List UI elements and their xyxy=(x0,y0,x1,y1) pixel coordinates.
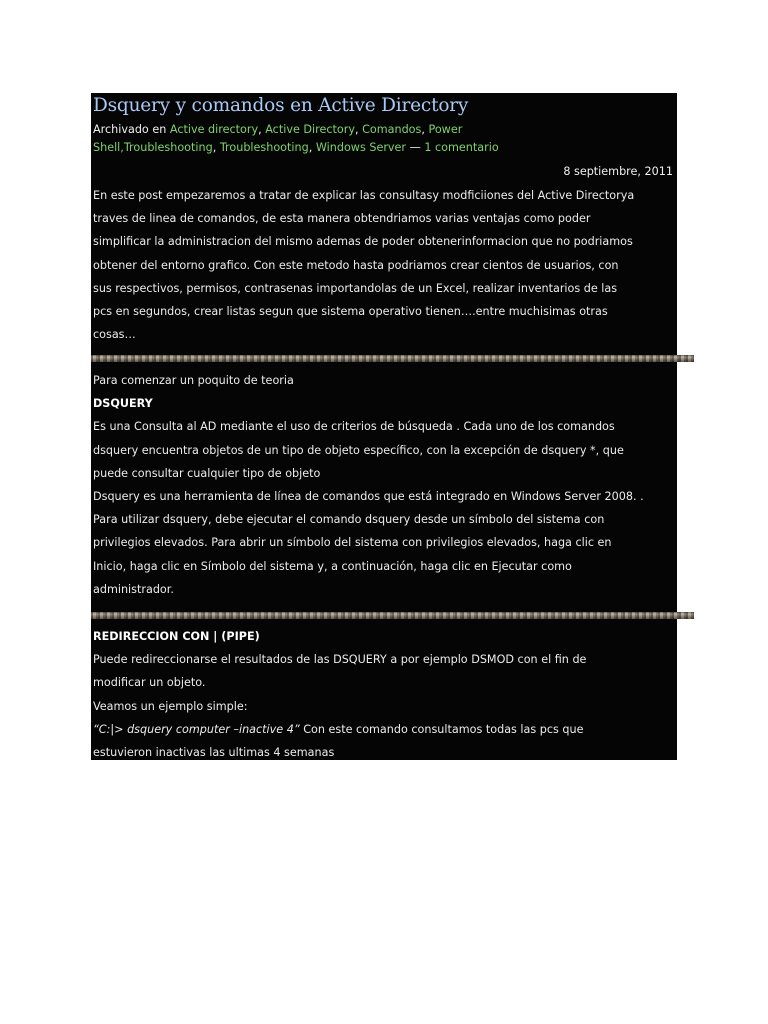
post-meta-line-1: Archivado en Active directory, Active Directory, Comandos, Power xyxy=(93,123,463,136)
post-title[interactable]: Dsquery y comandos en Active Directory xyxy=(93,95,469,116)
section-divider xyxy=(91,355,694,362)
category-link[interactable]: Comandos xyxy=(362,123,422,136)
section-heading: DSQUERY xyxy=(93,397,153,411)
text-line: dsquery encuentra objetos de un tipo de objeto específico, con la excepción de dsquery *, que xyxy=(93,443,624,457)
text-line: Para utilizar dsquery, debe ejecutar el comando dsquery desde un símbolo del sistema con xyxy=(93,513,605,527)
category-link[interactable]: Windows Server xyxy=(315,141,407,154)
archived-prefix: Archivado en xyxy=(93,123,170,136)
text-line: sus respectivos, permisos, contrasenas importandolas de un Excel, realizar inventarios de las xyxy=(93,281,618,295)
text-line: Es una Consulta al AD mediante el uso de criterios de búsqueda . Cada uno de los comandos xyxy=(93,420,615,434)
text-line: puede consultar cualquier tipo de objeto xyxy=(93,466,321,480)
meta-dash: — xyxy=(406,141,425,154)
text-line: Dsquery es una herramienta de línea de comandos que está integrado en Windows Server 2008. . xyxy=(93,490,644,504)
category-link[interactable]: Active Directory xyxy=(265,123,355,136)
example-line xyxy=(93,718,673,741)
example-code: “C:|> dsquery computer –inactive 4” xyxy=(93,722,300,736)
section-dsquery xyxy=(93,369,673,601)
category-link[interactable]: Active directory xyxy=(169,123,259,136)
blog-post xyxy=(91,93,677,760)
text-line: obtener del entorno grafico. Con este metodo hasta podriamos crear cientos de usuarios, con xyxy=(93,258,619,272)
text-line: En este post empezaremos a tratar de explicar las consultasy modficiiones del Active Directorya xyxy=(93,189,635,202)
category-link[interactable]: Shell,Troubleshooting xyxy=(93,141,213,154)
text-line: Veamos un ejemplo simple: xyxy=(93,699,248,713)
text-line: administrador. xyxy=(93,582,174,596)
intro-paragraph xyxy=(93,184,673,346)
post-meta-line-2: Shell,Troubleshooting, Troubleshooting, Windows Server — 1 comentario xyxy=(93,141,499,154)
post-date: 8 septiembre, 2011 xyxy=(563,165,673,178)
comments-link[interactable]: 1 comentario xyxy=(424,141,499,154)
text-line: traves de linea de comandos, de esta manera obtendriamos varias ventajas como poder xyxy=(93,212,591,226)
section-heading: REDIRECCION CON | (PIPE) xyxy=(93,630,260,643)
text-line: Inicio, haga clic en Símbolo del sistema y, a continuación, haga clic en Ejecutar como xyxy=(93,559,572,573)
text-line: pcs en segundos, crear listas segun que sistema operativo tienen….entre muchisimas otras xyxy=(93,305,608,319)
section-pipe xyxy=(93,625,673,764)
text-line: modificar un objeto. xyxy=(93,676,206,690)
example-text: Con este comando consultamos todas las pcs que xyxy=(299,722,584,736)
category-link[interactable]: Power xyxy=(428,123,463,136)
text-line: Puede redireccionarse el resultados de las DSQUERY a por ejemplo DSMOD con el fin de xyxy=(93,653,587,667)
text-line: cosas… xyxy=(93,328,136,342)
text-line: estuvieron inactivas las ultimas 4 semanas xyxy=(93,746,335,760)
category-link[interactable]: Troubleshooting xyxy=(219,141,309,154)
text-line: privilegios elevados. Para abrir un símbolo del sistema con privilegios elevados, haga clic en xyxy=(93,536,612,550)
section-lead: Para comenzar un poquito de teoria xyxy=(93,374,294,387)
text-line: simplificar la administracion del mismo ademas de poder obtenerinformacion que no podriamos xyxy=(93,235,633,249)
section-divider xyxy=(91,612,694,619)
